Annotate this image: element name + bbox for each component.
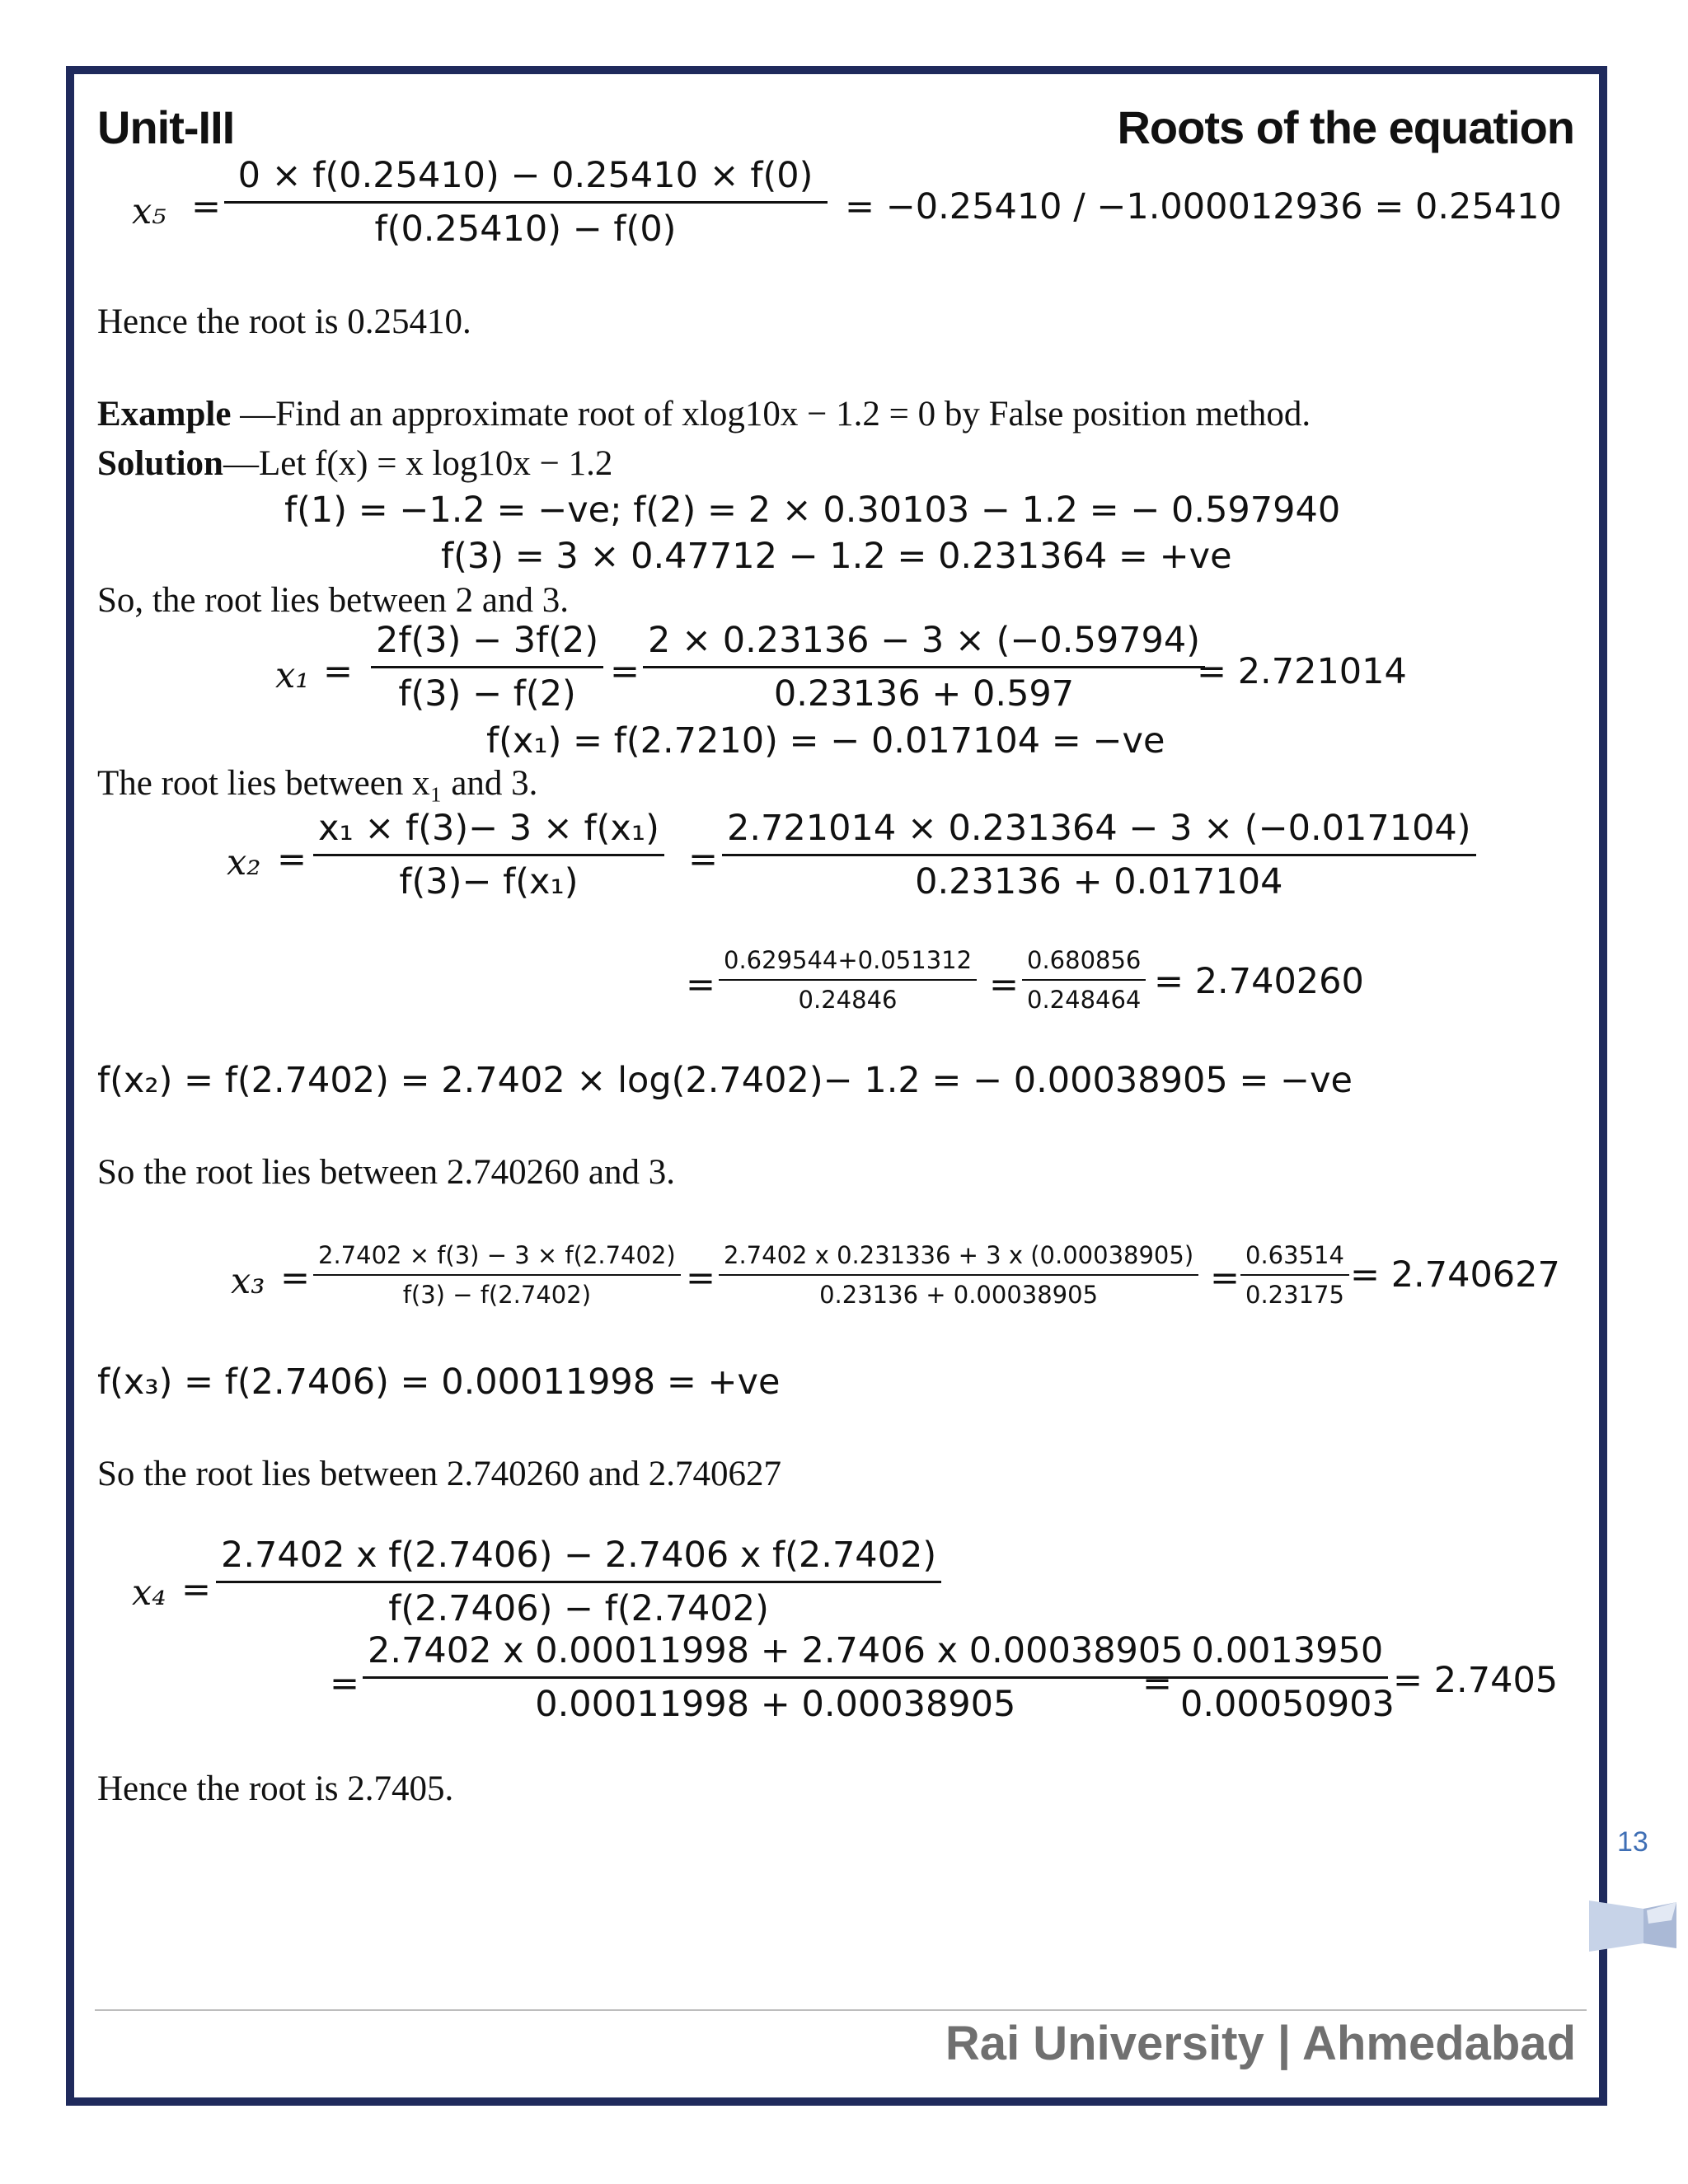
- x1-numerator-2: 2 × 0.23136 − 3 × (−0.59794): [643, 620, 1205, 668]
- x2-numerator-2: 2.721014 × 0.231364 − 3 × (−0.017104): [722, 808, 1476, 856]
- root-statement-2: Hence the root is 2.7405.: [97, 1769, 454, 1808]
- x2-fraction-4: [1022, 946, 1146, 1014]
- interval-final: So the root lies between 2.740260 and 2.740627: [97, 1455, 782, 1493]
- page-tab-ribbon-icon: [1589, 1896, 1676, 1955]
- x3-label: x₃: [231, 1261, 265, 1302]
- x3-denominator-3: 0.23175: [1245, 1281, 1344, 1309]
- f1-f2-values: f(1) = −1.2 = −ve; f(2) = 2 × 0.30103 − 1.2 = − 0.597940: [284, 490, 1341, 531]
- equals-sign: =: [610, 651, 640, 692]
- x2-numerator-3: 0.629544+0.051312: [719, 946, 977, 981]
- equals-sign: =: [1142, 1663, 1173, 1704]
- x4-denominator-1: f(2.7406) − f(2.7402): [388, 1588, 769, 1629]
- solution-line: [97, 443, 612, 484]
- x3-fraction-3: [1240, 1241, 1349, 1309]
- x2-fraction-1: [313, 808, 664, 902]
- x4-label: x₄: [132, 1572, 166, 1614]
- x2-numerator-4: 0.680856: [1022, 946, 1146, 981]
- x4-denominator-3: 0.00050903: [1180, 1684, 1395, 1725]
- x2-denominator-4: 0.248464: [1027, 986, 1142, 1014]
- interval-x1-3: The root lies between x₁ and 3.: [97, 764, 538, 803]
- x3-numerator-2: 2.7402 x 0.231336 + 3 x (0.00038905): [719, 1241, 1198, 1276]
- unit-heading: Unit-III: [97, 101, 235, 153]
- example-text: —Find an approximate root of xlog10x − 1.2 = 0 by False position method.: [231, 395, 1311, 434]
- x5-label: x₅: [132, 191, 166, 232]
- equals-sign: =: [181, 1569, 212, 1610]
- x3-denominator-2: 0.23136 + 0.00038905: [819, 1281, 1099, 1309]
- x4-fraction-2: [363, 1630, 1189, 1725]
- x4-result: = 2.7405: [1393, 1660, 1559, 1701]
- x4-denominator-2: 0.00011998 + 0.00038905: [535, 1684, 1016, 1725]
- x5-denominator: f(0.25410) − f(0): [374, 209, 677, 250]
- x1-label: x₁: [275, 655, 310, 696]
- x2-result: = 2.740260: [1154, 961, 1364, 1002]
- x2-fraction-3: [719, 946, 977, 1014]
- x1-denominator-1: f(3) − f(2): [398, 673, 576, 715]
- x4-numerator-1: 2.7402 x f(2.7406) − 2.7406 x f(2.7402): [216, 1535, 941, 1583]
- equals-sign: =: [191, 186, 222, 227]
- equals-sign: =: [686, 1258, 716, 1299]
- fx2-value: f(x₂) = f(2.7402) = 2.7402 × log(2.7402)− 1.2 = − 0.00038905 = −ve: [97, 1060, 1353, 1101]
- equals-sign: =: [280, 1258, 311, 1299]
- x3-fraction-1: [313, 1241, 681, 1309]
- equals-sign: =: [323, 651, 354, 692]
- topic-heading: Roots of the equation: [1117, 101, 1574, 153]
- x2-denominator-3: 0.24846: [798, 986, 898, 1014]
- x3-fraction-2: [719, 1241, 1198, 1309]
- x1-result: = 2.721014: [1197, 651, 1407, 692]
- equals-sign: =: [277, 839, 307, 880]
- x1-fraction-1: [371, 620, 603, 715]
- equals-sign: =: [686, 964, 716, 1005]
- x3-numerator-1: 2.7402 × f(3) − 3 × f(2.7402): [313, 1241, 681, 1276]
- x2-fraction-2: [722, 808, 1476, 902]
- x3-result: = 2.740627: [1350, 1254, 1560, 1296]
- interval-2-3: So, the root lies between 2 and 3.: [97, 581, 570, 620]
- x1-fraction-2: [643, 620, 1205, 715]
- x2-denominator-2: 0.23136 + 0.017104: [915, 861, 1283, 902]
- x2-label: x₂: [227, 842, 261, 883]
- x4-numerator-3: 0.0013950: [1187, 1630, 1389, 1679]
- fx3-value: f(x₃) = f(2.7406) = 0.00011998 = +ve: [97, 1361, 781, 1403]
- x5-result: = −0.25410 / −1.000012936 = 0.25410: [845, 186, 1562, 227]
- solution-text: —Let f(x) = x log10x − 1.2: [223, 444, 613, 483]
- equals-sign: =: [989, 964, 1020, 1005]
- fx1-value: f(x₁) = f(2.7210) = − 0.017104 = −ve: [486, 720, 1165, 762]
- footer-divider: [95, 2009, 1587, 2011]
- x5-numerator: 0 × f(0.25410) − 0.25410 × f(0): [224, 155, 828, 204]
- interval-x2-3: So the root lies between 2.740260 and 3.: [97, 1153, 676, 1192]
- x4-numerator-2: 2.7402 x 0.00011998 + 2.7406 x 0.00038905: [363, 1630, 1189, 1679]
- solution-label: Solution: [97, 444, 223, 483]
- x1-denominator-2: 0.23136 + 0.597: [773, 673, 1075, 715]
- x5-fraction: [223, 155, 828, 250]
- x1-numerator-1: 2f(3) − 3f(2): [371, 620, 603, 668]
- equals-sign: =: [688, 839, 719, 880]
- x2-numerator-1: x₁ × f(3)− 3 × f(x₁): [313, 808, 664, 856]
- equals-sign: =: [1210, 1258, 1240, 1299]
- x3-denominator-1: f(3) − f(2.7402): [402, 1281, 592, 1309]
- footer-university: Rai University | Ahmedabad: [945, 2017, 1576, 2070]
- x4-fraction-3: [1175, 1630, 1400, 1725]
- equals-sign: =: [330, 1663, 360, 1704]
- x3-numerator-3: 0.63514: [1240, 1241, 1349, 1276]
- example-label: Example: [97, 395, 232, 434]
- root-statement-1: Hence the root is 0.25410.: [97, 302, 471, 341]
- page-number: 13: [1617, 1826, 1648, 1858]
- x2-denominator-1: f(3)− f(x₁): [399, 861, 579, 902]
- f3-value: f(3) = 3 × 0.47712 − 1.2 = 0.231364 = +ve: [441, 536, 1232, 577]
- x4-fraction-1: [216, 1535, 941, 1629]
- example-line: [97, 394, 1311, 434]
